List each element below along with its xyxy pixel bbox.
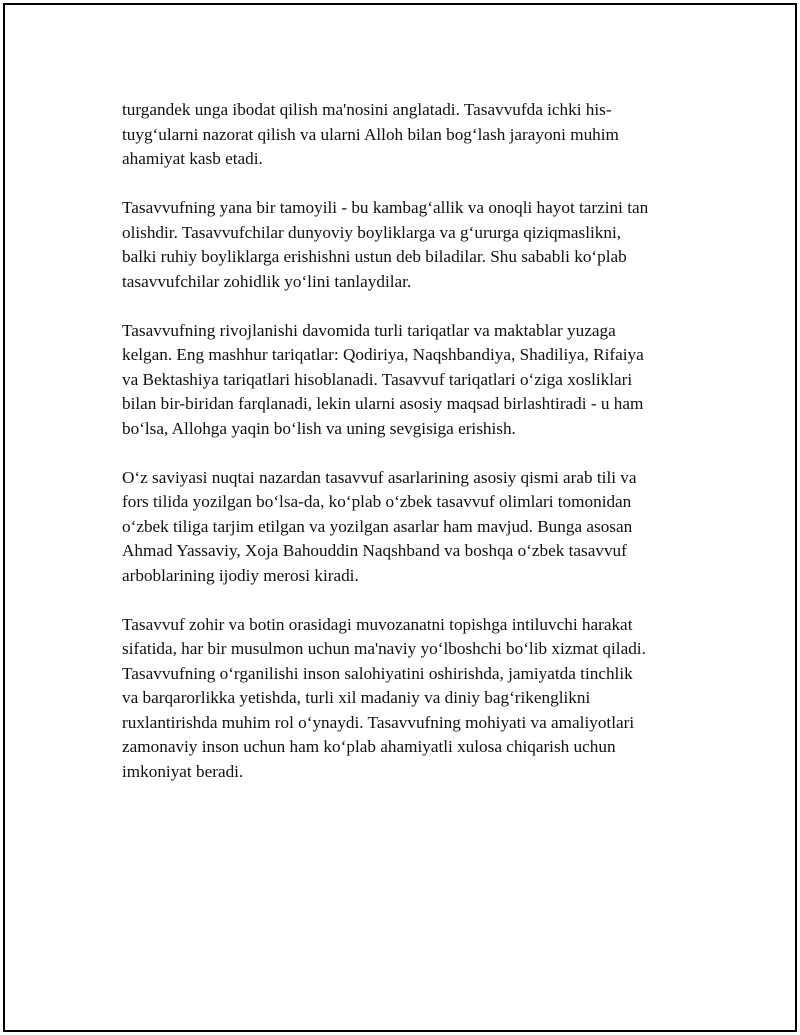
text-line: tuyg‘ularni nazorat qilish va ularni Alloh bilan bog‘lash jarayoni muhim (122, 124, 619, 144)
text-line: Tasavvuf zohir va botin orasidagi muvozanatni topishga intiluvchi harakat (122, 614, 633, 634)
text-line: O‘z saviyasi nuqtai nazardan tasavvuf asarlarining asosiy qismi arab tili va (122, 467, 637, 487)
text-line: kelgan. Eng mashhur tariqatlar: Qodiriya, Naqshbandiya, Shadiliya, Rifaiya (122, 345, 644, 364)
paragraph-3 (122, 319, 690, 442)
paragraph-2 (122, 196, 690, 294)
text-line: Ahmad Yassaviy, Xoja Bahouddin Naqshband va boshqa o‘zbek tasavvuf (122, 541, 627, 560)
text-line: arboblarining ijodiy merosi kiradi. (122, 565, 359, 585)
paragraph-5 (122, 613, 690, 785)
text-line: va barqarorlikka yetishda, turli xil madaniy va diniy bag‘rikenglikni (122, 688, 591, 707)
text-line: bo‘lsa, Allohga yaqin bo‘lish va uning sevgisiga erishish. (122, 418, 516, 438)
text-line: Tasavvufning rivojlanishi davomida turli tariqatlar va maktablar yuzaga (122, 320, 616, 340)
text-line: o‘zbek tiliga tarjim etilgan va yozilgan asarlar ham mavjud. Bunga asosan (122, 516, 633, 536)
text-line: fors tilida yozilgan bo‘lsa-da, ko‘plab o‘zbek tasavvuf olimlari tomonidan (122, 492, 632, 511)
text-line: Tasavvufning o‘rganilishi inson salohiyatini oshirishda, jamiyatda tinchlik (122, 663, 633, 683)
text-line: zamonaviy inson uchun ham ko‘plab ahamiyatli xulosa chiqarish uchun (122, 737, 616, 756)
paragraph-1 (122, 98, 690, 172)
text-line: Tasavvufning yana bir tamoyili - bu kambag‘allik va onoqli hayot tarzini tan (122, 198, 649, 217)
text-line: imkoniyat beradi. (122, 761, 244, 781)
page-frame (3, 3, 797, 1032)
text-line: turgandek unga ibodat qilish ma'nosini anglatadi. Tasavvufda ichki his- (122, 100, 612, 119)
text-line: va Bektashiya tariqatlari hisoblanadi. Tasavvuf tariqatlari o‘ziga xosliklari (122, 369, 633, 389)
text-line: ruxlantirishda muhim rol o‘ynaydi. Tasavvufning mohiyati va amaliyotlari (122, 712, 635, 732)
text-line: bilan bir-biridan farqlanadi, lekin ularni asosiy maqsad birlashtiradi - u ham (122, 394, 644, 413)
paragraph-4 (122, 466, 690, 589)
text-line: sifatida, har bir musulmon uchun ma'naviy yo‘lboshchi bo‘lib xizmat qiladi. (122, 639, 646, 658)
text-line: tasavvufchilar zohidlik yo‘lini tanlaydilar. (122, 271, 412, 291)
document-body (122, 98, 690, 809)
text-line: olishdir. Tasavvufchilar dunyoviy boyliklarga va g‘ururga qiziqmaslikni, (122, 222, 622, 242)
text-line: balki ruhiy boyliklarga erishishni ustun deb biladilar. Shu sababli ko‘plab (122, 247, 627, 266)
text-line: ahamiyat kasb etadi. (122, 149, 263, 168)
